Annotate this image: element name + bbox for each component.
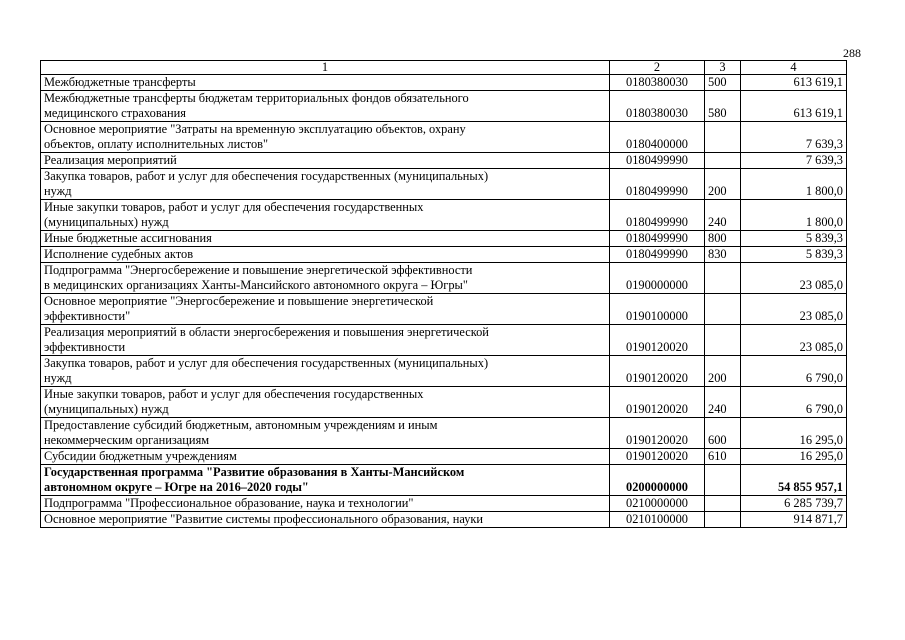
row-kvr-cell: 240 <box>705 200 741 231</box>
row-kvr-cell <box>705 294 741 325</box>
row-code-cell: 0180499990 <box>610 169 705 200</box>
page-number: 288 <box>843 46 861 60</box>
row-name-cell: Межбюджетные трансферты бюджетам территориальных фондов обязательного медицинского страхования <box>41 91 610 122</box>
row-amount-cell: 6 790,0 <box>741 387 847 418</box>
table-row <box>41 387 847 418</box>
table-row <box>41 294 847 325</box>
table-row <box>41 169 847 200</box>
table-row <box>41 122 847 153</box>
column-header: 4 <box>741 61 847 75</box>
row-code-cell: 0180380030 <box>610 75 705 91</box>
row-kvr-cell <box>705 465 741 496</box>
row-kvr-cell: 200 <box>705 169 741 200</box>
row-name-cell: Реализация мероприятий в области энергосбережения и повышения энергетической эффективности <box>41 325 610 356</box>
table-row <box>41 247 847 263</box>
row-amount-cell: 54 855 957,1 <box>741 465 847 496</box>
row-amount-cell: 5 839,3 <box>741 247 847 263</box>
budget-table <box>40 60 847 528</box>
table-row <box>41 356 847 387</box>
row-name-cell: Основное мероприятие "Энергосбережение и повышение энергетической эффективности" <box>41 294 610 325</box>
row-code-cell: 0210100000 <box>610 512 705 528</box>
row-kvr-cell: 200 <box>705 356 741 387</box>
row-kvr-cell <box>705 325 741 356</box>
row-code-cell: 0190000000 <box>610 263 705 294</box>
table-row <box>41 263 847 294</box>
row-kvr-cell: 600 <box>705 418 741 449</box>
row-amount-cell: 23 085,0 <box>741 263 847 294</box>
row-name-cell: Предоставление субсидий бюджетным, автономным учреждениям и иным некоммерческим организациям <box>41 418 610 449</box>
table-row <box>41 200 847 231</box>
row-code-cell: 0180380030 <box>610 91 705 122</box>
row-code-cell: 0190120020 <box>610 356 705 387</box>
row-code-cell: 0190120020 <box>610 325 705 356</box>
row-amount-cell: 6 285 739,7 <box>741 496 847 512</box>
row-name-cell: Подпрограмма "Энергосбережение и повышение энергетической эффективности в медицинских организациях Ханты-Мансийского автономного округа – Югры" <box>41 263 610 294</box>
column-header: 1 <box>41 61 610 75</box>
row-kvr-cell <box>705 153 741 169</box>
row-code-cell: 0190120020 <box>610 387 705 418</box>
table-row <box>41 153 847 169</box>
row-name-cell: Основное мероприятие "Затраты на временную эксплуатацию объектов, охрану объектов, оплату исполнительных листов" <box>41 122 610 153</box>
column-header: 3 <box>705 61 741 75</box>
table-row <box>41 325 847 356</box>
table-header-row <box>41 61 847 75</box>
row-amount-cell: 16 295,0 <box>741 418 847 449</box>
row-name-cell: Подпрограмма "Профессиональное образование, наука и технологии" <box>41 496 610 512</box>
table-row <box>41 449 847 465</box>
row-name-cell: Исполнение судебных актов <box>41 247 610 263</box>
table-row <box>41 465 847 496</box>
row-amount-cell: 1 800,0 <box>741 169 847 200</box>
row-name-cell: Межбюджетные трансферты <box>41 75 610 91</box>
row-code-cell: 0180400000 <box>610 122 705 153</box>
row-kvr-cell <box>705 122 741 153</box>
row-name-cell: Субсидии бюджетным учреждениям <box>41 449 610 465</box>
row-kvr-cell <box>705 512 741 528</box>
table-row <box>41 231 847 247</box>
row-amount-cell: 7 639,3 <box>741 122 847 153</box>
row-kvr-cell <box>705 496 741 512</box>
table-row <box>41 91 847 122</box>
row-kvr-cell <box>705 263 741 294</box>
row-code-cell: 0210000000 <box>610 496 705 512</box>
row-name-cell: Закупка товаров, работ и услуг для обеспечения государственных (муниципальных) нужд <box>41 169 610 200</box>
row-amount-cell: 613 619,1 <box>741 75 847 91</box>
row-amount-cell: 5 839,3 <box>741 231 847 247</box>
row-amount-cell: 16 295,0 <box>741 449 847 465</box>
row-kvr-cell: 240 <box>705 387 741 418</box>
row-name-cell: Закупка товаров, работ и услуг для обеспечения государственных (муниципальных) нужд <box>41 356 610 387</box>
row-amount-cell: 23 085,0 <box>741 294 847 325</box>
row-code-cell: 0190120020 <box>610 418 705 449</box>
table-row <box>41 496 847 512</box>
row-kvr-cell: 500 <box>705 75 741 91</box>
table-row <box>41 512 847 528</box>
row-amount-cell: 23 085,0 <box>741 325 847 356</box>
row-kvr-cell: 800 <box>705 231 741 247</box>
row-kvr-cell: 610 <box>705 449 741 465</box>
row-name-cell: Основное мероприятие "Развитие системы профессионального образования, науки <box>41 512 610 528</box>
row-amount-cell: 7 639,3 <box>741 153 847 169</box>
row-code-cell: 0180499990 <box>610 247 705 263</box>
table-row <box>41 75 847 91</box>
row-code-cell: 0190120020 <box>610 449 705 465</box>
row-kvr-cell: 580 <box>705 91 741 122</box>
row-name-cell: Иные закупки товаров, работ и услуг для обеспечения государственных (муниципальных) нужд <box>41 387 610 418</box>
row-kvr-cell: 830 <box>705 247 741 263</box>
row-code-cell: 0180499990 <box>610 153 705 169</box>
row-code-cell: 0180499990 <box>610 200 705 231</box>
row-code-cell: 0200000000 <box>610 465 705 496</box>
row-amount-cell: 6 790,0 <box>741 356 847 387</box>
row-name-cell: Иные закупки товаров, работ и услуг для обеспечения государственных (муниципальных) нужд <box>41 200 610 231</box>
table-row <box>41 418 847 449</box>
row-amount-cell: 1 800,0 <box>741 200 847 231</box>
row-code-cell: 0180499990 <box>610 231 705 247</box>
row-name-cell: Иные бюджетные ассигнования <box>41 231 610 247</box>
row-code-cell: 0190100000 <box>610 294 705 325</box>
row-amount-cell: 613 619,1 <box>741 91 847 122</box>
column-header: 2 <box>610 61 705 75</box>
row-name-cell: Реализация мероприятий <box>41 153 610 169</box>
row-amount-cell: 914 871,7 <box>741 512 847 528</box>
row-name-cell: Государственная программа "Развитие образования в Ханты-Мансийском автономном округе – Югре на 2016–2020 годы" <box>41 465 610 496</box>
